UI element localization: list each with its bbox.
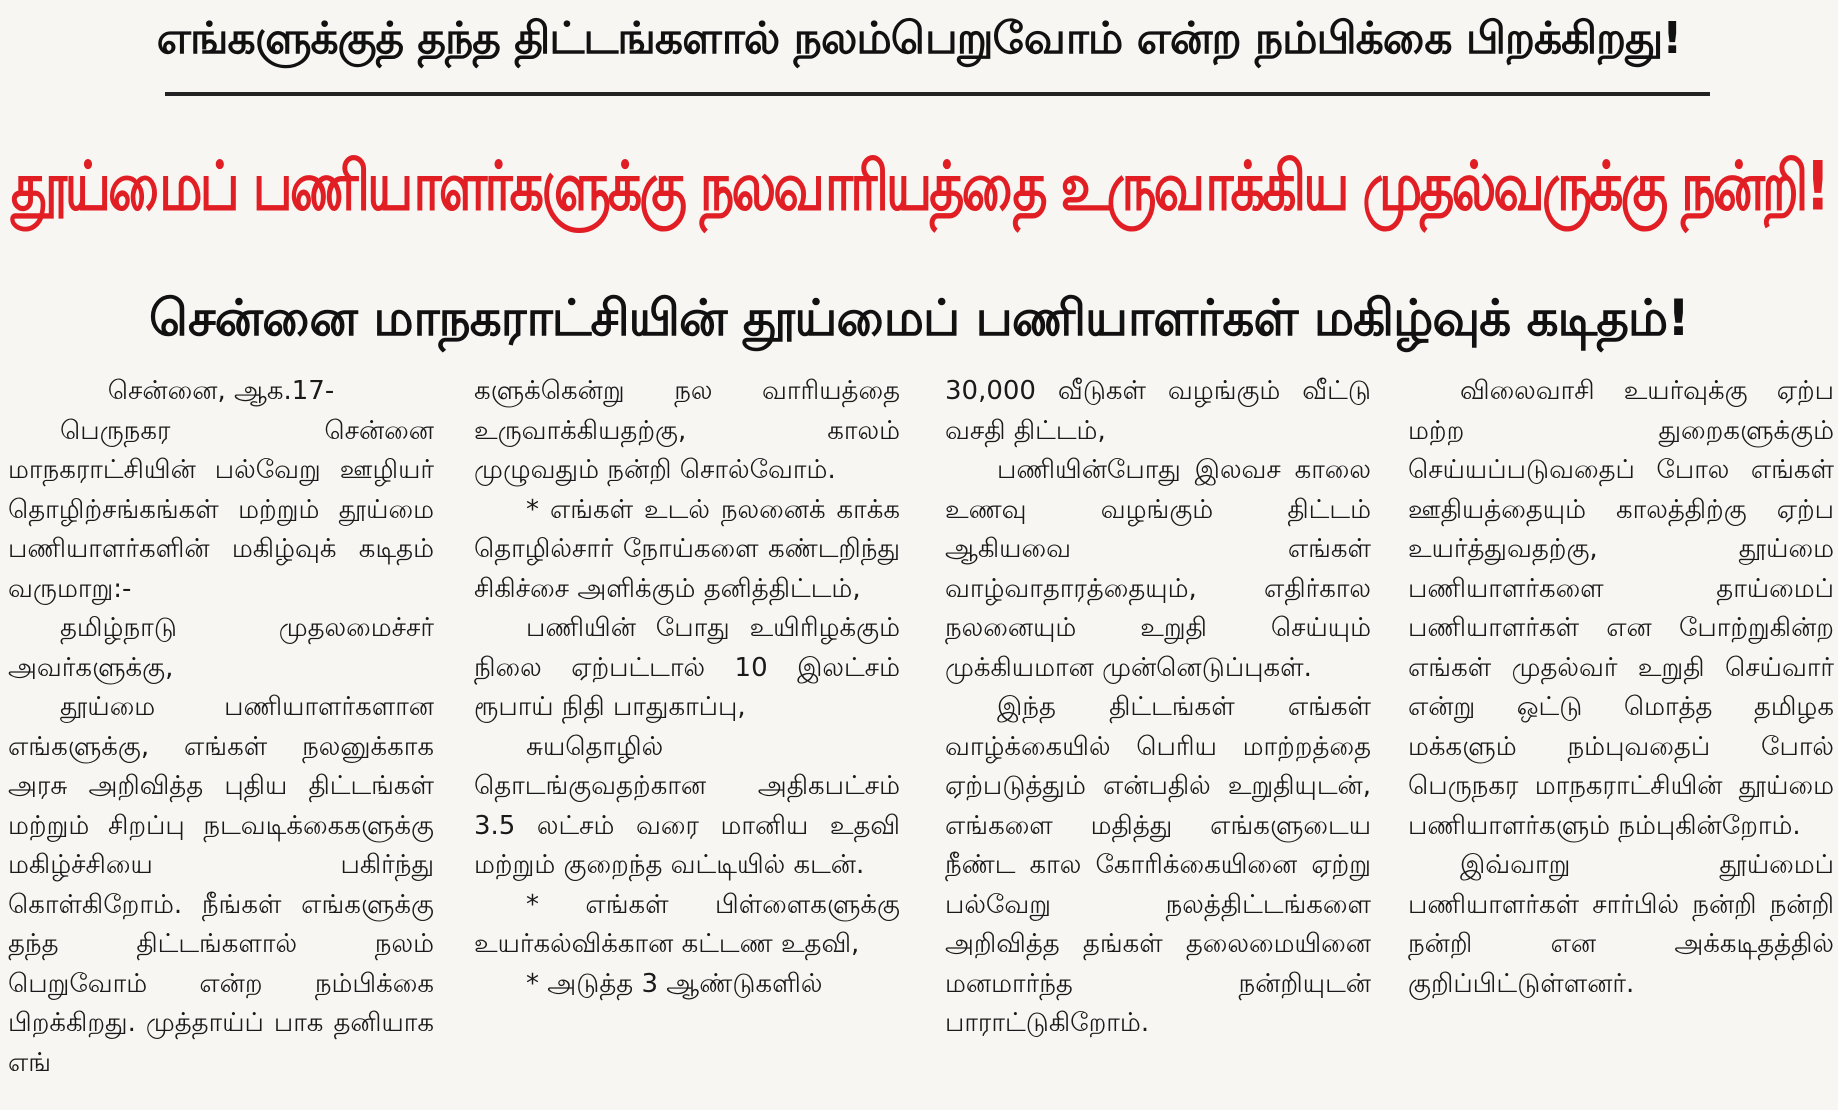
article-column-3 bbox=[945, 372, 1371, 1102]
paragraph: களுக்கென்று நல வாரியத்தை உருவாக்கியதற்கு, காலம் முழுவதும் நன்றி சொல்வோம். bbox=[474, 376, 900, 485]
article-column-1 bbox=[8, 372, 434, 1102]
paragraph: பெருநகர சென்னை மாநகராட்சியின் பல்வேறு ஊழியர் தொழிற்சங்கங்கள் மற்றும் தூய்மை பணியாளர்களின் மகிழ்வுக் கடிதம் வருமாறு:- bbox=[8, 415, 434, 604]
paragraph: பணியின் போது உயிரிழக்கும் நிலை ஏற்பட்டால் 10 இலட்சம் ரூபாய் நிதி பாதுகாப்பு, bbox=[474, 613, 900, 722]
divider-rule bbox=[165, 92, 1710, 96]
paragraph: இவ்வாறு தூய்மைப் பணியாளர்கள் சார்பில் நன்றி நன்றி நன்றி என அக்கடிதத்தில் குறிப்பிட்டுள்ளனர். bbox=[1408, 850, 1834, 999]
bullet-paragraph: * எங்கள் பிள்ளைகளுக்கு உயர்கல்விக்கான கட்டண உதவி, bbox=[474, 889, 900, 959]
bullet-paragraph: * அடுத்த 3 ஆண்டுகளில் bbox=[526, 968, 823, 999]
main-headline: தூய்மைப் பணியாளர்களுக்கு நலவாரியத்தை உருவாக்கிய முதல்வருக்கு நன்றி! bbox=[10, 146, 1828, 226]
kicker-headline: எங்களுக்குத் தந்த திட்டங்களால் நலம்பெறுவோம் என்ற நம்பிக்கை பிறக்கிறது! bbox=[156, 13, 1682, 64]
paragraph: விலைவாசி உயர்வுக்கு ஏற்ப மற்ற துறைகளுக்கும் செய்யப்படுவதைப் போல எங்கள் ஊதியத்தையும் காலத்திற்கு ஏற்ப உயர்த்துவதற்கு, தூய்மை பணியாளர்களை தாய்மைப் பணியாளர்கள் என போற்றுகின்ற எங்கள் முதல்வர் உறுதி செய்வார் என்று ஒட்டு மொத்த தமிழக மக்களும் நம்புவதைப் போல் பெருநகர மாநகராட்சியின் தூய்மை பணியாளர்களும் நம்புகின்றோம். bbox=[1408, 376, 1834, 841]
paragraph: சுயதொழில் தொடங்குவதற்கான அதிகபட்சம் 3.5 லட்சம் வரை மானிய உதவி மற்றும் குறைந்த வட்டியில் கடன். bbox=[474, 731, 900, 880]
article-column-4 bbox=[1408, 372, 1834, 1102]
salutation: தமிழ்நாடு முதலமைச்சர் அவர்களுக்கு, bbox=[8, 613, 434, 683]
sub-headline: சென்னை மாநகராட்சியின் தூய்மைப் பணியாளர்கள் மகிழ்வுக் கடிதம்! bbox=[149, 289, 1689, 347]
article-column-2 bbox=[474, 372, 900, 1102]
paragraph: பணியின்போது இலவச காலை உணவு வழங்கும் திட்டம் ஆகியவை எங்கள் வாழ்வாதாரத்தையும், எதிர்கால நலனையும் உறுதி செய்யும் முக்கியமான முன்னெடுப்புகள். bbox=[945, 455, 1371, 683]
bullet-paragraph: * எங்கள் உடல் நலனைக் காக்க தொழில்சார் நோய்களை கண்டறிந்து சிகிச்சை அளிக்கும் தனித்திட்டம், bbox=[474, 494, 900, 604]
dateline: சென்னை, ஆக.17- bbox=[107, 376, 335, 406]
paragraph: இந்த திட்டங்கள் எங்கள் வாழ்க்கையில் பெரிய மாற்றத்தை ஏற்படுத்தும் என்பதில் உறுதியுடன், எங்களை மதித்து எங்களுடைய நீண்ட கால கோரிக்கையினை ஏற்று பல்வேறு நலத்திட்டங்களை அறிவித்த தங்கள் தலைமையினை மனமார்ந்த நன்றியுடன் பாராட்டுகிறோம். bbox=[945, 692, 1371, 1038]
paragraph: 30,000 வீடுகள் வழங்கும் வீட்டு வசதி திட்டம், bbox=[945, 376, 1371, 446]
paragraph: தூய்மை பணியாளர்களான எங்களுக்கு, எங்கள் நலனுக்காக அரசு அறிவித்த புதிய திட்டங்கள் மற்றும் சிறப்பு நடவடிக்கைகளுக்கு மகிழ்ச்சியை பகிர்ந்து கொள்கிறோம். நீங்கள் எங்களுக்கு தந்த திட்டங்களால் நலம் பெறுவோம் என்ற நம்பிக்கை பிறக்கிறது. முத்தாய்ப் பாக தனியாக எங் bbox=[8, 692, 434, 1078]
